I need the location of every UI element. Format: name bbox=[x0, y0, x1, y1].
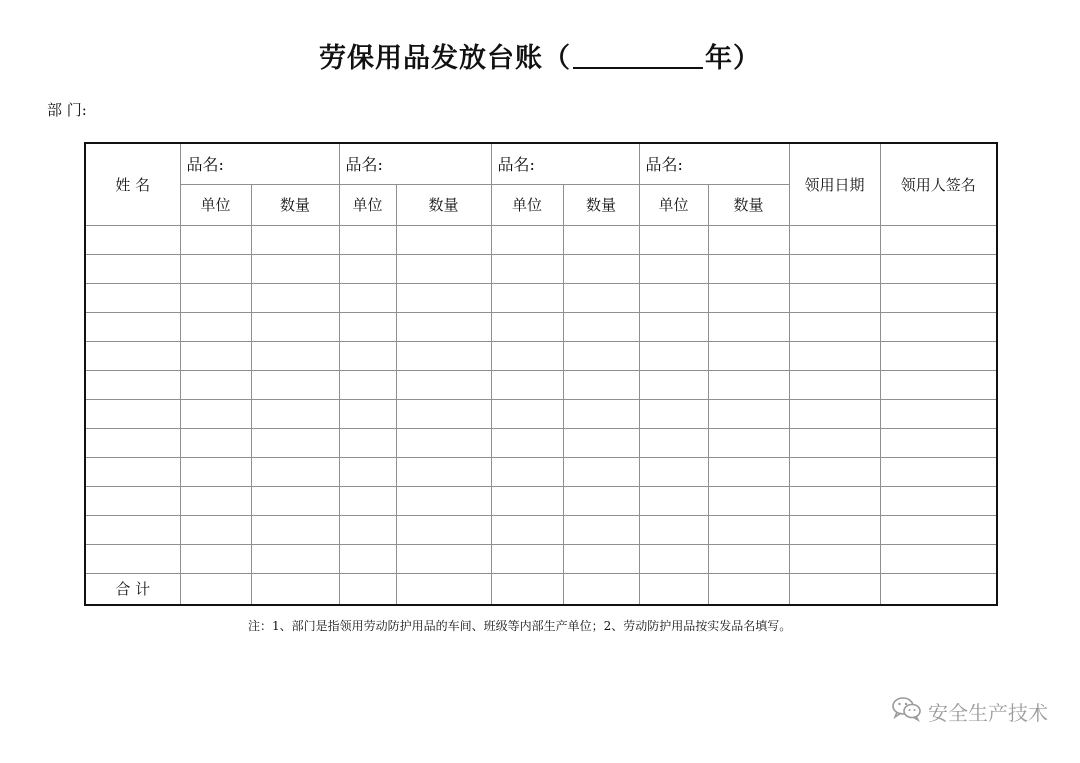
table-cell[interactable] bbox=[85, 428, 180, 457]
table-cell[interactable] bbox=[251, 457, 339, 486]
table-cell[interactable] bbox=[180, 486, 251, 515]
table-cell[interactable] bbox=[339, 399, 396, 428]
table-cell[interactable] bbox=[563, 370, 639, 399]
product-name-header-3: 品名: bbox=[491, 143, 639, 184]
table-cell[interactable] bbox=[251, 486, 339, 515]
table-cell[interactable] bbox=[85, 283, 180, 312]
unit-header-4: 单位 bbox=[639, 184, 708, 225]
table-cell[interactable] bbox=[639, 312, 708, 341]
table-row bbox=[85, 544, 997, 573]
table-cell[interactable] bbox=[251, 225, 339, 254]
table-cell[interactable] bbox=[251, 312, 339, 341]
table-cell[interactable] bbox=[180, 370, 251, 399]
table-cell[interactable] bbox=[491, 312, 563, 341]
table-cell[interactable] bbox=[708, 283, 789, 312]
total-cell[interactable] bbox=[491, 573, 563, 605]
footnote: 注：1、部门是指领用劳动防护用品的车间、班级等内部生产单位；2、劳动防护用品按实发品名填写。 bbox=[248, 619, 792, 633]
table-cell[interactable] bbox=[789, 486, 880, 515]
table-row bbox=[85, 428, 997, 457]
table-cell[interactable] bbox=[789, 312, 880, 341]
total-cell[interactable] bbox=[563, 573, 639, 605]
total-cell[interactable] bbox=[789, 573, 880, 605]
total-row bbox=[85, 573, 997, 605]
table-cell[interactable] bbox=[563, 457, 639, 486]
product-name-header-4: 品名: bbox=[639, 143, 789, 184]
total-cell[interactable] bbox=[708, 573, 789, 605]
table-cell[interactable] bbox=[708, 312, 789, 341]
wechat-icon bbox=[892, 696, 922, 727]
table-cell[interactable] bbox=[639, 254, 708, 283]
date-header: 领用日期 bbox=[789, 143, 880, 225]
title-prefix: 劳保用品发放台账（ bbox=[319, 43, 571, 74]
total-cell[interactable] bbox=[339, 573, 396, 605]
table-cell[interactable] bbox=[396, 283, 491, 312]
table-cell[interactable] bbox=[491, 225, 563, 254]
table-cell[interactable] bbox=[563, 515, 639, 544]
table-cell[interactable] bbox=[563, 428, 639, 457]
signature-header: 领用人签名 bbox=[880, 143, 997, 225]
table-cell[interactable] bbox=[491, 544, 563, 573]
department-label: 部 门: bbox=[47, 101, 87, 119]
product-name-header-2: 品名: bbox=[339, 143, 491, 184]
table-cell[interactable] bbox=[180, 457, 251, 486]
table-cell[interactable] bbox=[491, 370, 563, 399]
table-cell[interactable] bbox=[85, 370, 180, 399]
table-cell[interactable] bbox=[396, 515, 491, 544]
table-cell[interactable] bbox=[639, 341, 708, 370]
table-cell[interactable] bbox=[708, 399, 789, 428]
table-cell[interactable] bbox=[339, 283, 396, 312]
quantity-header-1: 数量 bbox=[251, 184, 339, 225]
table-cell[interactable] bbox=[789, 399, 880, 428]
table-cell[interactable] bbox=[339, 370, 396, 399]
table-cell[interactable] bbox=[85, 341, 180, 370]
table-cell[interactable] bbox=[789, 283, 880, 312]
table-cell[interactable] bbox=[180, 428, 251, 457]
table-cell[interactable] bbox=[251, 428, 339, 457]
table-cell[interactable] bbox=[789, 341, 880, 370]
unit-header-3: 单位 bbox=[491, 184, 563, 225]
table-cell[interactable] bbox=[563, 544, 639, 573]
table-cell[interactable] bbox=[789, 544, 880, 573]
table-cell[interactable] bbox=[880, 225, 997, 254]
table-cell[interactable] bbox=[85, 486, 180, 515]
table-cell[interactable] bbox=[880, 399, 997, 428]
table-cell[interactable] bbox=[880, 312, 997, 341]
table-row bbox=[85, 515, 997, 544]
total-cell[interactable] bbox=[180, 573, 251, 605]
unit-header-1: 单位 bbox=[180, 184, 251, 225]
table-cell[interactable] bbox=[251, 283, 339, 312]
table-cell[interactable] bbox=[880, 486, 997, 515]
table-cell[interactable] bbox=[251, 341, 339, 370]
table-cell[interactable] bbox=[180, 544, 251, 573]
table-cell[interactable] bbox=[85, 515, 180, 544]
table-row bbox=[85, 254, 997, 283]
table-cell[interactable] bbox=[339, 457, 396, 486]
table-row bbox=[85, 225, 997, 254]
table-cell[interactable] bbox=[880, 457, 997, 486]
watermark bbox=[892, 696, 1048, 727]
total-label: 合 计 bbox=[85, 573, 180, 605]
table-cell[interactable] bbox=[491, 283, 563, 312]
table-cell[interactable] bbox=[708, 544, 789, 573]
table-cell[interactable] bbox=[396, 341, 491, 370]
table-cell[interactable] bbox=[251, 544, 339, 573]
table-cell[interactable] bbox=[639, 457, 708, 486]
table-cell[interactable] bbox=[708, 254, 789, 283]
ledger-body bbox=[85, 225, 997, 605]
table-cell[interactable] bbox=[639, 225, 708, 254]
quantity-header-3: 数量 bbox=[563, 184, 639, 225]
table-cell[interactable] bbox=[339, 341, 396, 370]
table-cell[interactable] bbox=[491, 457, 563, 486]
table-cell[interactable] bbox=[180, 283, 251, 312]
table-cell[interactable] bbox=[880, 515, 997, 544]
table-cell[interactable] bbox=[708, 341, 789, 370]
table-cell[interactable] bbox=[85, 312, 180, 341]
table-cell[interactable] bbox=[639, 283, 708, 312]
table-cell[interactable] bbox=[563, 486, 639, 515]
table-row bbox=[85, 312, 997, 341]
table-cell[interactable] bbox=[639, 515, 708, 544]
table-cell[interactable] bbox=[339, 312, 396, 341]
table-cell[interactable] bbox=[880, 341, 997, 370]
table-cell[interactable] bbox=[491, 341, 563, 370]
table-cell[interactable] bbox=[491, 254, 563, 283]
title-suffix: 年） bbox=[705, 43, 761, 74]
page-title bbox=[0, 36, 1080, 75]
name-header: 姓 名 bbox=[85, 143, 180, 225]
table-cell[interactable] bbox=[639, 544, 708, 573]
quantity-header-4: 数量 bbox=[708, 184, 789, 225]
total-cell[interactable] bbox=[639, 573, 708, 605]
table-row bbox=[85, 370, 997, 399]
total-cell[interactable] bbox=[251, 573, 339, 605]
table-cell[interactable] bbox=[880, 428, 997, 457]
table-cell[interactable] bbox=[85, 399, 180, 428]
table-cell[interactable] bbox=[339, 515, 396, 544]
table-cell[interactable] bbox=[180, 515, 251, 544]
table-cell[interactable] bbox=[396, 399, 491, 428]
table-cell[interactable] bbox=[789, 370, 880, 399]
unit-header-2: 单位 bbox=[339, 184, 396, 225]
table-cell[interactable] bbox=[180, 254, 251, 283]
table-cell[interactable] bbox=[880, 283, 997, 312]
table-cell[interactable] bbox=[251, 515, 339, 544]
table-cell[interactable] bbox=[639, 428, 708, 457]
table-cell[interactable] bbox=[396, 544, 491, 573]
table-row bbox=[85, 283, 997, 312]
table-row bbox=[85, 486, 997, 515]
table-cell[interactable] bbox=[880, 544, 997, 573]
table-cell[interactable] bbox=[563, 254, 639, 283]
table-cell[interactable] bbox=[396, 370, 491, 399]
table-cell[interactable] bbox=[339, 254, 396, 283]
table-cell[interactable] bbox=[339, 544, 396, 573]
table-cell[interactable] bbox=[708, 428, 789, 457]
table-cell[interactable] bbox=[491, 399, 563, 428]
table-cell[interactable] bbox=[180, 225, 251, 254]
table-cell[interactable] bbox=[708, 515, 789, 544]
table-cell[interactable] bbox=[639, 370, 708, 399]
table-cell[interactable] bbox=[85, 254, 180, 283]
table-cell[interactable] bbox=[396, 254, 491, 283]
table-cell[interactable] bbox=[180, 312, 251, 341]
table-cell[interactable] bbox=[880, 370, 997, 399]
table-row bbox=[85, 457, 997, 486]
table-cell[interactable] bbox=[251, 370, 339, 399]
table-cell[interactable] bbox=[339, 486, 396, 515]
table-cell[interactable] bbox=[880, 254, 997, 283]
table-cell[interactable] bbox=[789, 457, 880, 486]
table-row bbox=[85, 341, 997, 370]
total-cell[interactable] bbox=[880, 573, 997, 605]
total-cell[interactable] bbox=[396, 573, 491, 605]
table-cell[interactable] bbox=[339, 428, 396, 457]
table-row bbox=[85, 399, 997, 428]
table-cell[interactable] bbox=[789, 428, 880, 457]
table-cell[interactable] bbox=[396, 428, 491, 457]
table-cell[interactable] bbox=[339, 225, 396, 254]
table-cell[interactable] bbox=[789, 254, 880, 283]
table-cell[interactable] bbox=[251, 399, 339, 428]
table-cell[interactable] bbox=[563, 225, 639, 254]
table-cell[interactable] bbox=[639, 486, 708, 515]
table-cell[interactable] bbox=[639, 399, 708, 428]
watermark-text: 安全生产技术 bbox=[928, 701, 1048, 725]
table-cell[interactable] bbox=[708, 370, 789, 399]
table-cell[interactable] bbox=[251, 254, 339, 283]
table-cell[interactable] bbox=[789, 225, 880, 254]
table-cell[interactable] bbox=[180, 341, 251, 370]
table-cell[interactable] bbox=[563, 283, 639, 312]
table-cell[interactable] bbox=[85, 544, 180, 573]
table-cell[interactable] bbox=[708, 225, 789, 254]
table-cell[interactable] bbox=[85, 457, 180, 486]
table-cell[interactable] bbox=[396, 486, 491, 515]
table-cell[interactable] bbox=[708, 486, 789, 515]
table-cell[interactable] bbox=[396, 457, 491, 486]
table-cell[interactable] bbox=[85, 225, 180, 254]
table-cell[interactable] bbox=[491, 428, 563, 457]
table-cell[interactable] bbox=[563, 341, 639, 370]
table-cell[interactable] bbox=[708, 457, 789, 486]
quantity-header-2: 数量 bbox=[396, 184, 491, 225]
table-cell[interactable] bbox=[789, 515, 880, 544]
year-blank bbox=[573, 41, 703, 69]
table-cell[interactable] bbox=[180, 399, 251, 428]
table-cell[interactable] bbox=[491, 515, 563, 544]
table-cell[interactable] bbox=[563, 399, 639, 428]
ledger-table bbox=[84, 142, 998, 606]
table-cell[interactable] bbox=[491, 486, 563, 515]
table-cell[interactable] bbox=[396, 312, 491, 341]
product-name-header-1: 品名: bbox=[180, 143, 339, 184]
table-cell[interactable] bbox=[563, 312, 639, 341]
table-cell[interactable] bbox=[396, 225, 491, 254]
